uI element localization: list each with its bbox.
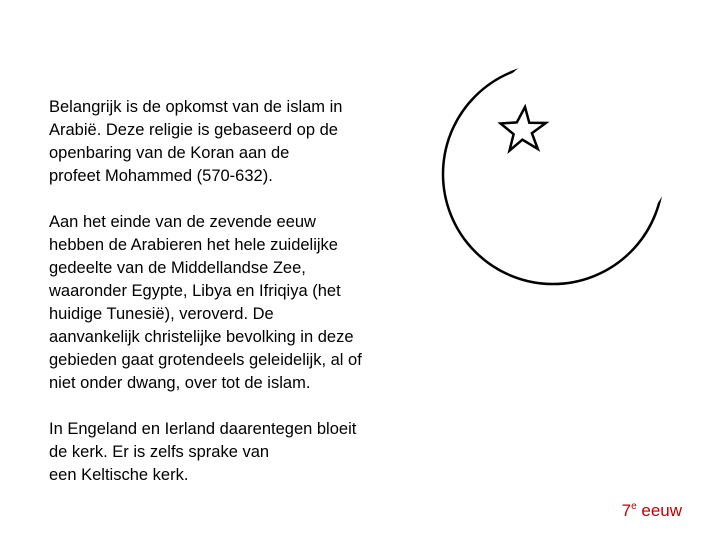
crescent-and-star-icon (440, 64, 668, 292)
century-word: eeuw (641, 501, 682, 520)
paragraph-arab-conquest: Aan het einde van de zevende eeuw hebben de Arabieren het hele zuidelijke gedeelte van de Middellandse Zee, waaronder Egypte, Libya en Ifriqiya (het huidige Tunesië), veroverd. De aanvankelijk christelijke bevolking in deze gebieden gaat grotendeels geleidelijk, al of niet onder dwang, over tot de islam. (49, 213, 362, 392)
paragraph-rise-of-islam: Belangrijk is de opkomst van de islam in Arabië. Deze religie is gebaseerd op de openbaring van de Koran aan de profeet Mohammed (570-632). (49, 98, 343, 185)
crescent-shape (443, 64, 663, 284)
body-text (49, 96, 409, 510)
century-label (622, 501, 682, 521)
paragraph-celtic-church: In Engeland en Ierland daarentegen bloeit de kerk. Er is zelfs sprake van een Keltische kerk. (49, 420, 357, 484)
century-number: 7 (621, 501, 632, 520)
century-superscript: e (631, 501, 637, 512)
